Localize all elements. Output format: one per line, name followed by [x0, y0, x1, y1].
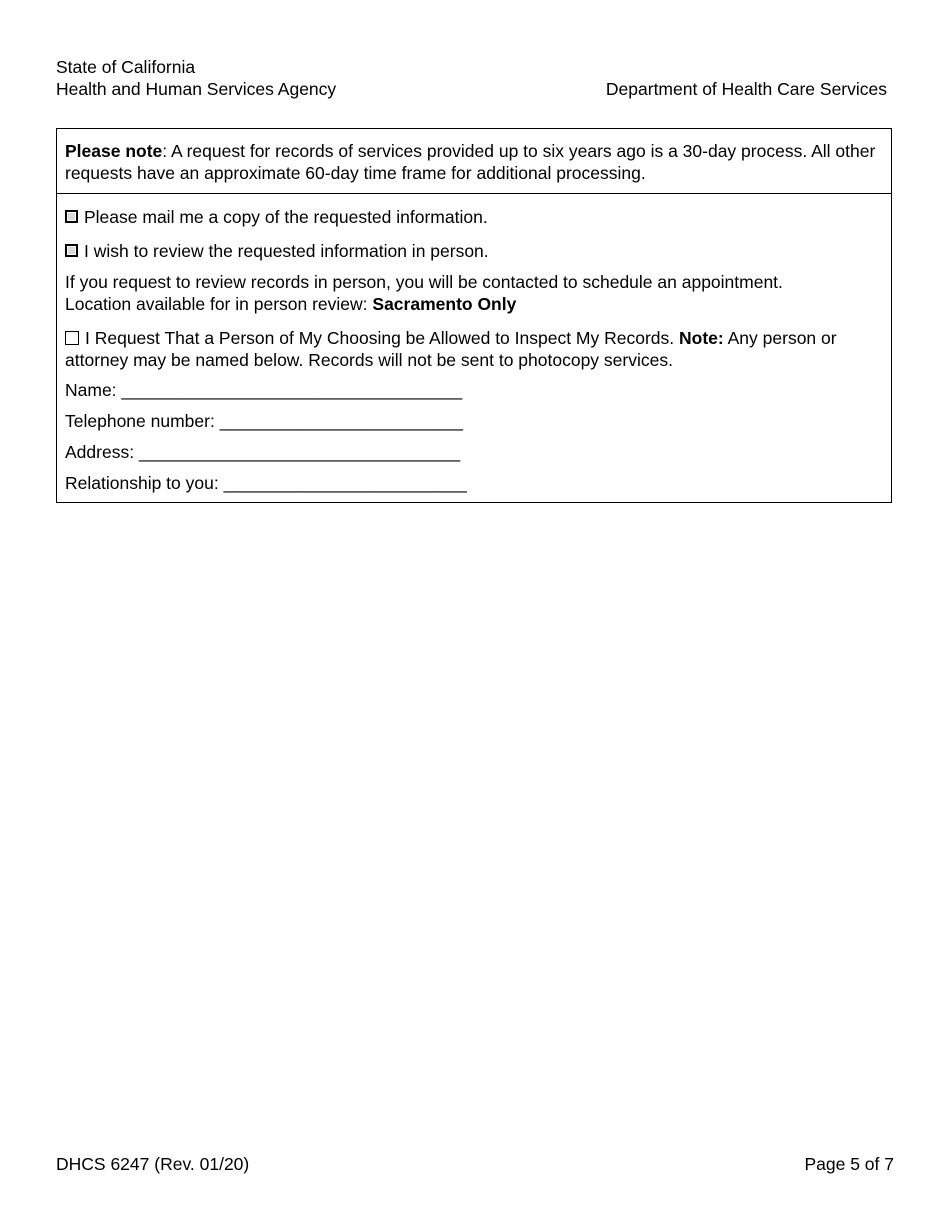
mail-option-label: Please mail me a copy of the requested information. — [84, 207, 488, 227]
request-form-box — [56, 128, 892, 503]
telephone-field[interactable]: Telephone number: _________________________ — [65, 411, 464, 431]
person-choosing-note-label: Note: — [679, 328, 724, 348]
person-choosing-option — [65, 327, 883, 371]
location-label: Location available for in person review: — [65, 294, 373, 314]
mail-option — [65, 206, 883, 228]
location-text — [65, 293, 883, 315]
relationship-field[interactable]: Relationship to you: _________________________ — [65, 473, 467, 493]
review-in-person-checkbox[interactable] — [65, 244, 78, 257]
page-number: Page 5 of 7 — [804, 1154, 894, 1174]
mail-copy-checkbox[interactable] — [65, 210, 78, 223]
options-section — [57, 194, 891, 502]
form-identifier: DHCS 6247 (Rev. 01/20) — [56, 1154, 250, 1174]
address-field[interactable]: Address: _________________________________ — [65, 442, 461, 462]
name-field[interactable]: Name: ___________________________________ — [65, 380, 463, 400]
person-choosing-checkbox[interactable] — [65, 331, 79, 345]
person-choosing-label: I Request That a Person of My Choosing be Allowed to Inspect My Records. — [85, 328, 680, 348]
person-choosing-note-text: Any person or attorney may be named below. Records will not be sent to photocopy services. — [65, 328, 837, 370]
processing-note — [57, 129, 891, 194]
note-text: : A request for records of services provided up to six years ago is a 30-day process. All other requests have an approximate 60-day time frame for additional processing. — [65, 141, 876, 183]
state-name: State of California — [56, 57, 196, 77]
schedule-text: If you request to review records in person, you will be contacted to schedule an appointment. — [65, 272, 783, 292]
review-option-label: I wish to review the requested information in person. — [84, 241, 489, 261]
department-name: Department of Health Care Services — [605, 79, 887, 99]
location-value: Sacramento Only — [372, 294, 517, 314]
note-label: Please note — [65, 141, 163, 161]
schedule-info — [65, 271, 883, 315]
header-left — [56, 56, 336, 100]
agency-name: Health and Human Services Agency — [56, 79, 337, 99]
review-option — [65, 240, 883, 262]
